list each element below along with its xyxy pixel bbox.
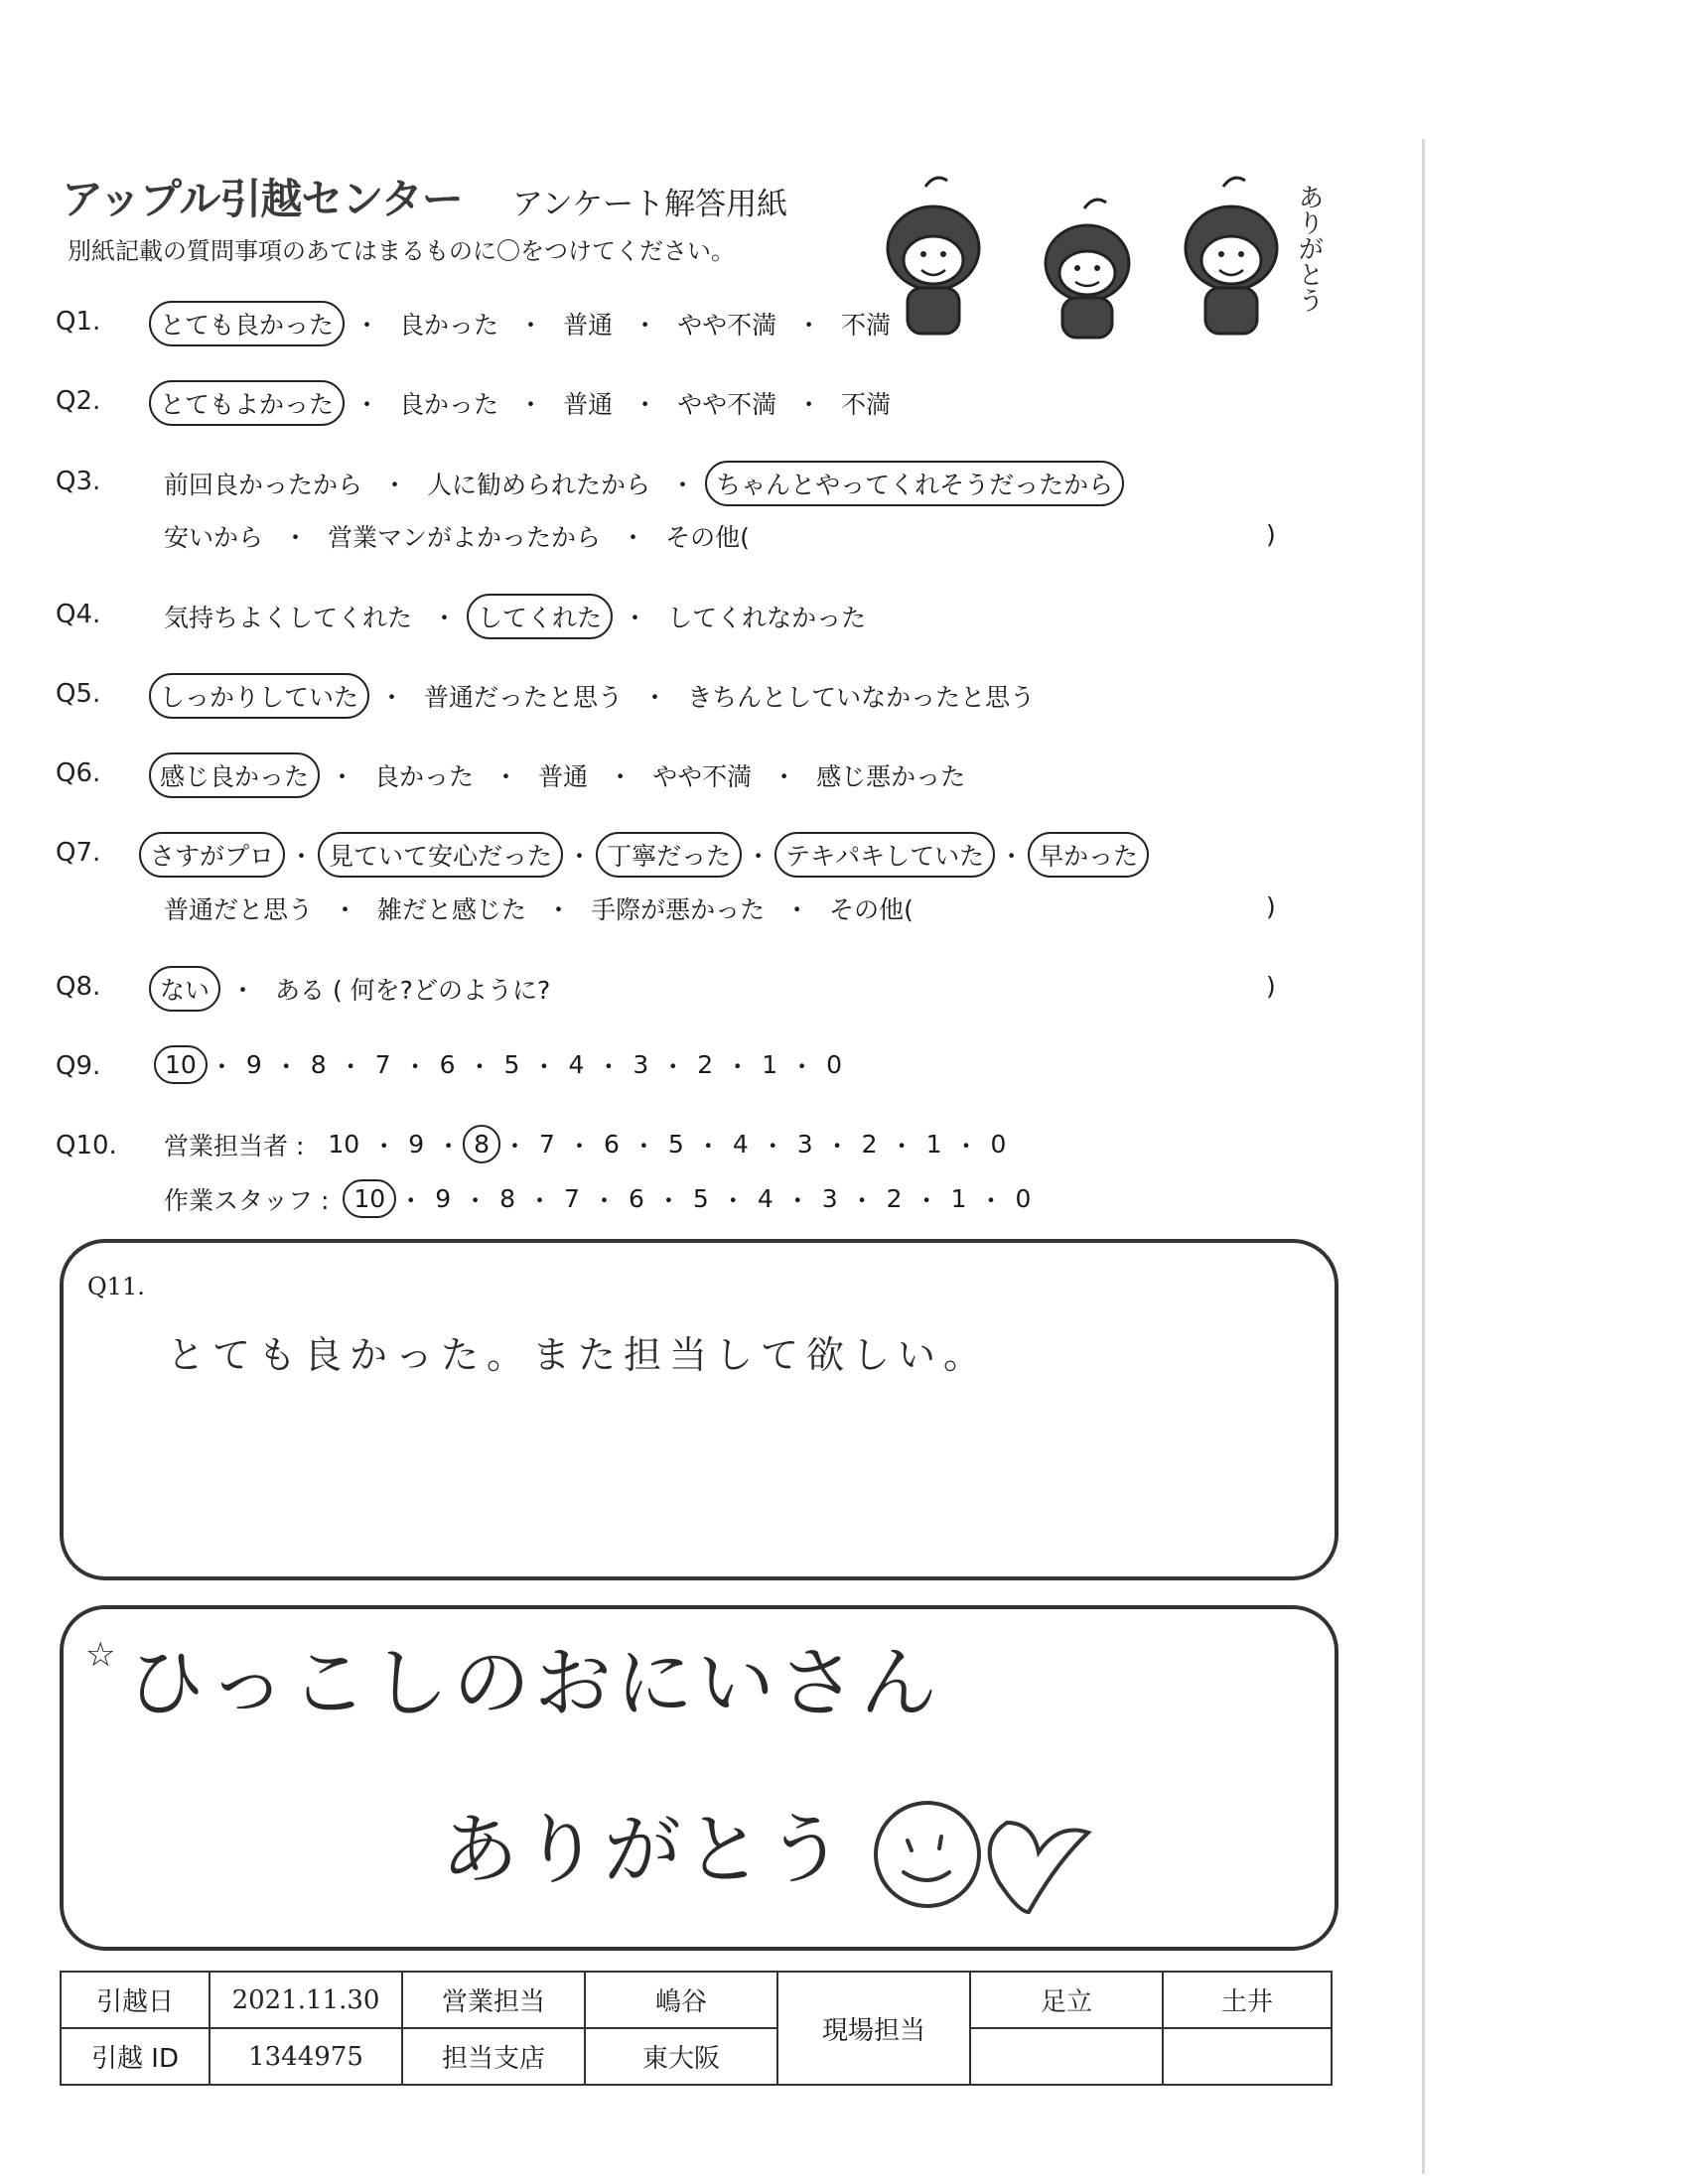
q3-option[interactable]: 安いから [164,523,264,552]
q2-option[interactable]: やや不満 [677,390,777,419]
q7-close-paren: ) [1266,892,1276,921]
q7-option[interactable]: 手際が悪かった [591,895,766,924]
smiley-heart-drawing [868,1793,1106,1926]
page-edge-line [1422,139,1425,2174]
footer-info-table [60,1971,1333,2086]
handwritten-message-line2: ありがとう [441,1806,849,1895]
instruction-text: 別紙記載の質問事項のあてはまるものに〇をつけてください。 [68,237,735,265]
q7-option-selected[interactable]: 見ていて安心だった [318,832,563,878]
q10-sales-score[interactable]: 5 [667,1130,684,1159]
q10-staff-score-selected[interactable]: 10 [343,1179,396,1218]
q9-score[interactable]: 0 [826,1050,843,1079]
question-q8: Q8. ない ・ ある ( 何を?どのように? ) [0,966,1410,1012]
move-date-value: 2021.11.30 [210,1972,402,2028]
q9-score[interactable]: 5 [503,1050,520,1079]
q9-score[interactable]: 2 [697,1050,714,1079]
q3-close-paren: ) [1266,520,1276,549]
free-message-box[interactable] [60,1605,1338,1951]
q1-option[interactable]: 良かった [399,311,499,340]
q3-option[interactable]: 人に勧められたから [427,471,651,499]
q10-staff-score[interactable]: 7 [564,1184,580,1213]
form-subtitle: アンケート解答用紙 [512,187,788,222]
q6-option[interactable]: 普通 [538,762,589,791]
q7-option-selected[interactable]: 丁寧だった [596,832,742,878]
q1-label: Q1. [56,307,101,337]
site-staff-2: 土井 [1163,1972,1332,2028]
q2-option[interactable]: 不満 [841,390,892,419]
q5-label: Q5. [56,679,101,709]
branch-label: 担当支店 [402,2028,585,2085]
q1-option[interactable]: 普通 [563,311,614,340]
q10-staff-score[interactable]: 9 [435,1184,452,1213]
q1-option[interactable]: やや不満 [677,311,777,340]
q7-option-other[interactable]: その他( [829,895,914,924]
q10-label: Q10. [56,1131,117,1160]
site-staff-empty-1 [970,2028,1163,2085]
q6-option[interactable]: 感じ悪かった [816,762,966,791]
q10-staff-score[interactable]: 0 [1015,1184,1032,1213]
q5-option[interactable]: 普通だったと思う [424,683,624,712]
q4-option[interactable]: してくれなかった [667,604,867,632]
q7-option[interactable]: 普通だと思う [164,895,314,924]
q4-option[interactable]: 気持ちよくしてくれた [164,604,413,632]
q10-sales-score[interactable]: 10 [328,1130,360,1159]
q8-close-paren: ) [1266,972,1276,1001]
q9-score[interactable]: 7 [374,1050,391,1079]
q3-option[interactable]: 営業マンがよかったから [328,523,602,552]
q9-score[interactable]: 6 [439,1050,456,1079]
q11-handwritten-answer: とても良かった。また担当して欲しい。 [167,1333,990,1377]
question-q10-sales: Q10. 営業担当者 : 10 ・ 9 ・ 8 ・ 7 ・ 6 ・ 5 ・ 4 ・ 3 ・ 2 ・ 1 ・ 0 [0,1125,1410,1170]
q2-label: Q2. [56,386,101,416]
q3-option-other[interactable]: その他( [665,523,750,552]
sales-name: 嶋谷 [585,1972,777,2028]
q4-option-selected[interactable]: してくれた [467,594,613,639]
q10-sales-label: 営業担当者 : [164,1131,305,1160]
q7-label: Q7. [56,838,101,868]
q2-option[interactable]: 普通 [563,390,614,419]
site-staff-1: 足立 [970,1972,1163,2028]
q11-comment-box[interactable] [60,1239,1338,1580]
q1-option[interactable]: 不満 [841,311,892,340]
q9-score[interactable]: 4 [568,1050,585,1079]
branch-name: 東大阪 [585,2028,777,2085]
site-staff-label: 現場担当 [777,1972,970,2085]
q5-option[interactable]: きちんとしていなかったと思う [687,683,1036,712]
sales-label: 営業担当 [402,1972,585,2028]
q10-staff-score[interactable]: 4 [757,1184,774,1213]
q10-staff-score[interactable]: 2 [886,1184,903,1213]
question-q10-staff: 作業スタッフ : 10 ・ 9 ・ 8 ・ 7 ・ 6 ・ 5 ・ 4 ・ 3 ・ 2 ・ 1 ・ 0 [0,1179,1410,1225]
q9-label: Q9. [56,1051,101,1081]
q10-staff-score[interactable]: 1 [950,1184,967,1213]
question-q5: Q5. しっかりしていた ・ 普通だったと思う ・ きちんとしていなかったと思う [0,673,1410,719]
question-q6: Q6. 感じ良かった ・ 良かった ・ 普通 ・ やや不満 ・ 感じ悪かった [0,752,1410,798]
question-q3: Q3. 前回良かったから ・ 人に勧められたから ・ ちゃんとやってくれそうだったから [0,461,1410,506]
q4-label: Q4. [56,600,101,629]
q9-score[interactable]: 8 [310,1050,327,1079]
q10-staff-score[interactable]: 8 [499,1184,516,1213]
q8-label: Q8. [56,972,101,1002]
handwritten-message-line1: ひっこしのおにいさん [127,1639,942,1728]
q10-staff-score[interactable]: 3 [821,1184,838,1213]
q9-score[interactable]: 3 [633,1050,649,1079]
q3-option[interactable]: 前回良かったから [164,471,363,499]
mascot-thanks-text: ありがとう [1294,184,1324,313]
q10-sales-score[interactable]: 7 [539,1130,555,1159]
q5-option-selected[interactable]: しっかりしていた [149,673,369,719]
q10-sales-score[interactable]: 2 [861,1130,878,1159]
q10-sales-score[interactable]: 9 [408,1130,425,1159]
q6-label: Q6. [56,758,101,788]
question-q4: Q4. 気持ちよくしてくれた ・ してくれた ・ してくれなかった [0,594,1410,639]
smiley-heart-icon [868,1793,1106,1922]
q10-staff-label: 作業スタッフ : [164,1185,330,1215]
question-q7-row2: 普通だと思う ・ 雑だと感じた ・ 手際が悪かった ・ その他( ) [0,887,1410,932]
q10-sales-score[interactable]: 0 [990,1130,1007,1159]
q3-option-selected[interactable]: ちゃんとやってくれそうだったから [705,461,1124,506]
q7-option-selected[interactable]: テキパキしていた [774,832,995,878]
question-q7: Q7. さすがプロ ・ 見ていて安心だった ・ 丁寧だった ・ テキパキしていた ・ 早かった [0,832,1410,878]
q10-sales-score[interactable]: 6 [603,1130,620,1159]
move-id-value: 1344975 [210,2028,402,2085]
q10-staff-score[interactable]: 6 [628,1184,644,1213]
q6-option[interactable]: やや不満 [652,762,753,791]
q10-staff-score[interactable]: 5 [692,1184,709,1213]
q10-sales-score[interactable]: 4 [732,1130,749,1159]
site-staff-empty-2 [1163,2028,1332,2085]
question-q1: Q1. とても良かった ・ 良かった ・ 普通 ・ やや不満 ・ 不満 [0,301,1410,346]
move-date-label: 引越日 [61,1972,210,2028]
q9-score[interactable]: 9 [245,1050,262,1079]
q10-sales-score-selected[interactable]: 8 [463,1125,500,1163]
q7-option[interactable]: 雑だと感じた [377,895,527,924]
q11-label: Q11. [87,1273,145,1300]
question-q9: Q9. 10 ・ 9 ・ 8 ・ 7 ・ 6 ・ 5 ・ 4 ・ 3 ・ 2 ・ 1 ・ 0 [0,1045,1410,1091]
q9-score[interactable]: 1 [762,1050,778,1079]
q7-option-selected[interactable]: 早かった [1028,832,1149,878]
move-id-label: 引越 ID [61,2028,210,2085]
q6-option[interactable]: 良かった [374,762,475,791]
q2-option[interactable]: 良かった [399,390,499,419]
q6-option-selected[interactable]: 感じ良かった [149,752,320,798]
q3-label: Q3. [56,467,101,496]
question-q2: Q2. とてもよかった ・ 良かった ・ 普通 ・ やや不満 ・ 不満 [0,380,1410,426]
q2-option-selected[interactable]: とてもよかった [149,380,345,426]
question-q3-row2: 安いから ・ 営業マンがよかったから ・ その他( ) [0,514,1410,560]
q8-option[interactable]: ある ( 何を?どのように? [275,976,551,1005]
q10-sales-score[interactable]: 3 [796,1130,813,1159]
star-icon: ☆ [85,1635,116,1675]
q10-sales-score[interactable]: 1 [925,1130,942,1159]
q7-option-selected[interactable]: さすがプロ [139,832,285,878]
q9-score-selected[interactable]: 10 [154,1045,208,1084]
company-title: アップル引越センター [62,175,463,223]
q8-option-selected[interactable]: ない [149,966,220,1012]
q1-option-selected[interactable]: とても良かった [149,301,345,346]
